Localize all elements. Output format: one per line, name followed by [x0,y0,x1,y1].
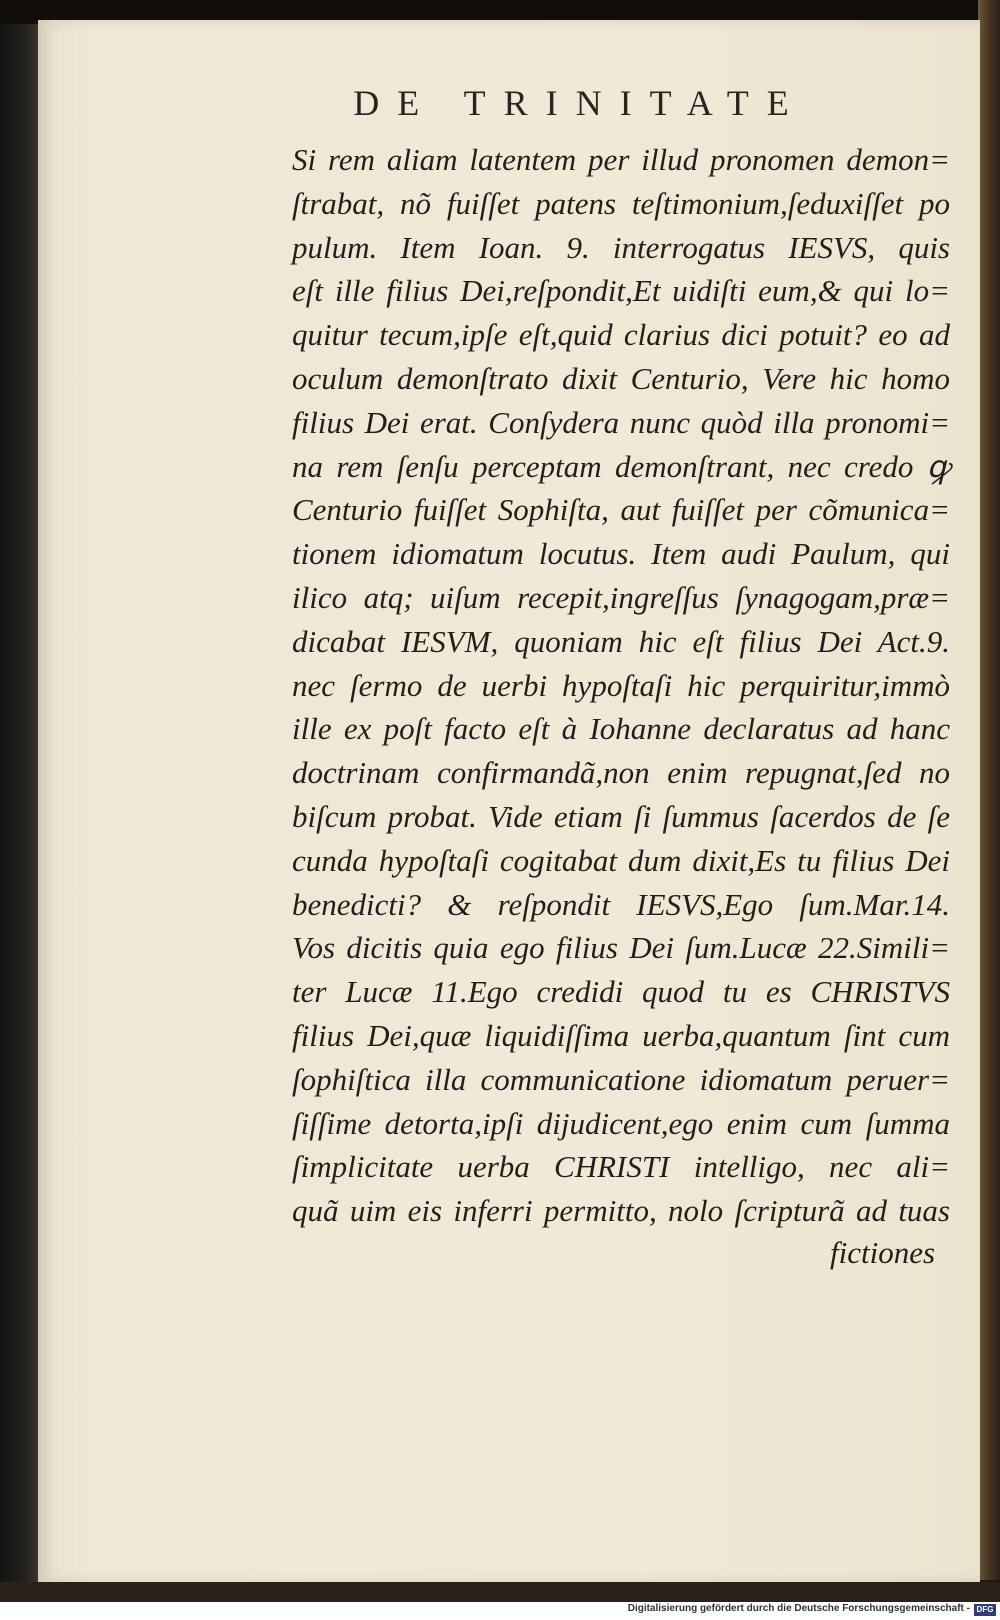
text-line: ſiſſime detorta,ipſi dijudicent,ego enim cum ſumma [292,1105,950,1141]
text-line: filius Dei,quæ liquidiſſima uerba,quantum ſint cum [292,1017,950,1053]
dfg-logo[interactable]: DFG [974,1604,996,1616]
text-line: ſophiſtica illa communicatione idiomatum peruer= [292,1061,950,1097]
text-line: cunda hypoſtaſi cogitabat dum dixit,Es tu filius Dei [292,842,950,878]
text-line: dicabat IESVM, quoniam hic eſt filius Dei Act.9. [292,623,950,659]
text-line: quitur tecum,ipſe eſt,quid clarius dici potuit? eo ad [292,317,950,353]
text-line: Centurio fuiſſet Sophiſta, aut fuiſſet per cõmunica= [292,492,950,528]
text-line: ſtrabat, nõ fuiſſet patens teſtimonium,ſeduxiſſet po [292,185,950,221]
text-line: tionem idiomatum locutus. Item audi Paulum, qui [292,536,950,572]
text-line: pulum. Item Ioan. 9. interrogatus IESVS, quis [292,229,950,265]
footer-credit: Digitalisierung gefördert durch die Deutsche Forschungsgemeinschaft - [627,1603,970,1614]
book-edge [978,0,1000,1580]
text-line: nec ſermo de uerbi hypoſtaſi hic perquiritur,immò [292,667,950,703]
body-text [292,138,950,1233]
catchword: fictiones [830,1235,936,1270]
text-line: Vos dicitis quia ego filius Dei ſum.Lucæ 22.Simili= [292,930,950,966]
text-line: eſt ille filius Dei,reſpondit,Et uidiſti eum,& qui lo= [292,273,950,309]
text-line: quã uim eis inferri permitto, nolo ſcripturã ad tuas [292,1193,950,1229]
text-line: filius Dei erat. Conſydera nunc quòd illa pronomi= [292,404,950,440]
text-line: Si rem aliam latentem per illud pronomen demon= [292,142,950,177]
text-line: doctrinam confirmandã,non enim repugnat,ſed no [292,755,950,791]
running-head: DE TRINITATE [353,83,807,123]
text-line: ille ex poſt facto eſt à Iohanne declaratus ad hanc [292,711,950,747]
text-line: biſcum probat. Vide etiam ſi ſummus ſacerdos de ſe [292,798,950,834]
text-line: oculum demonſtrato dixit Centurio, Vere hic homo [292,360,950,396]
scan-left-border [0,24,38,1584]
text-line: ter Lucæ 11.Ego credidi quod tu es CHRISTVS [292,974,950,1010]
text-line: na rem ſenſu perceptam demonſtrant, nec credo ꝙ [292,448,950,484]
text-line: ilico atq; uiſum recepit,ingreſſus ſynagogam,præ= [292,579,950,615]
scan-bottom-border [0,1582,1000,1602]
text-line: ſimplicitate uerba CHRISTI intelligo, nec ali= [292,1149,950,1185]
text-line: benedicti? & reſpondit IESVS,Ego ſum.Mar.14. [292,886,950,922]
